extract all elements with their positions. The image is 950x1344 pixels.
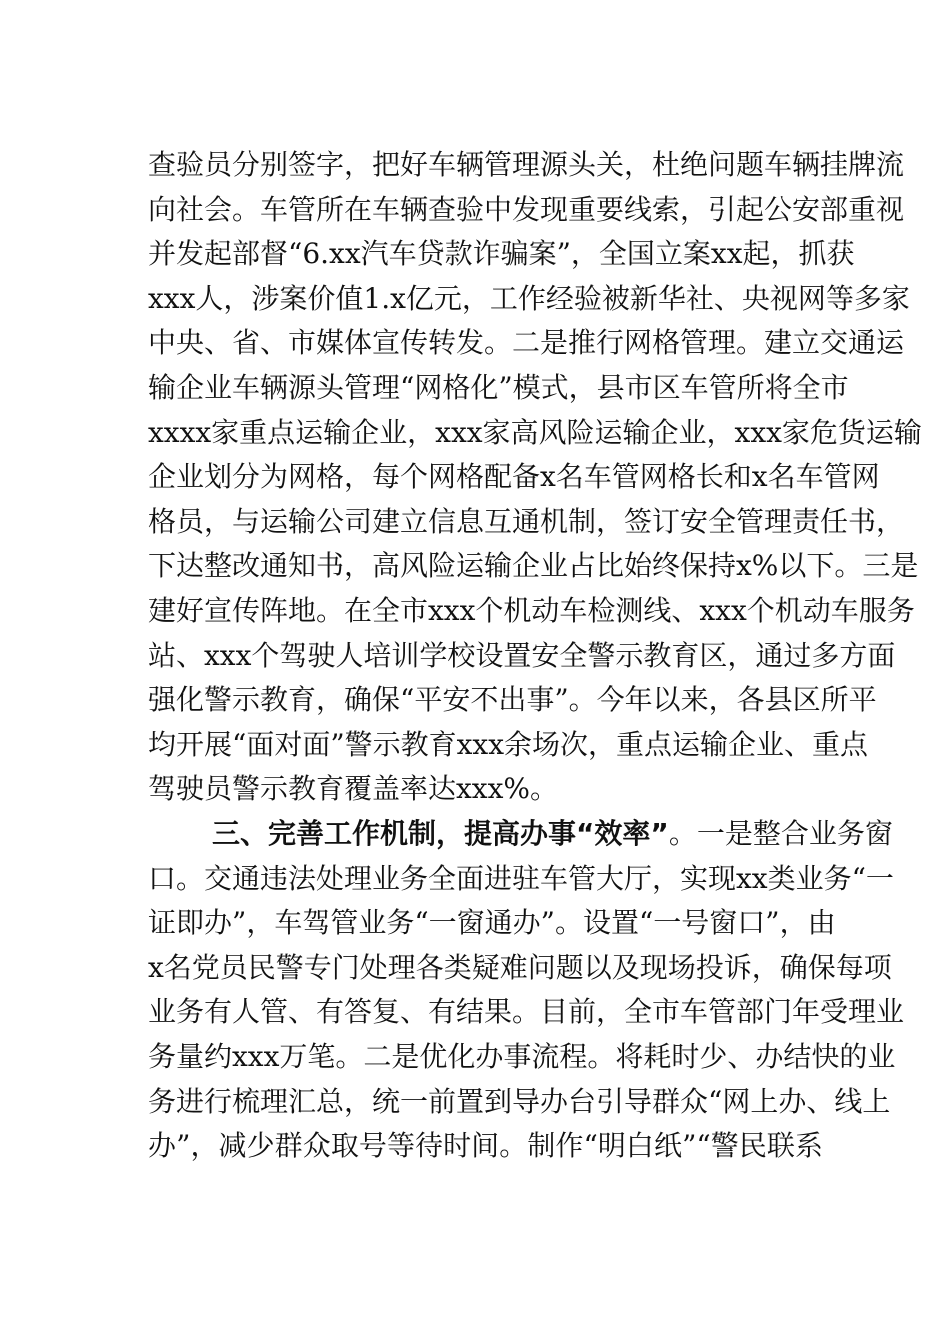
section-heading-line xyxy=(212,812,893,856)
text-line: xxx人，涉案价值1.x亿元，工作经验被新华社、央视网等多家 xyxy=(148,281,910,315)
text-line: 并发起部督“6.xx汽车贷款诈骗案”，全国立案xx起，抓获 xyxy=(148,237,855,271)
text-line: 证即办”，车驾管业务“一窗通办”。设置“一号窗口”，由 xyxy=(148,906,836,940)
text-line: 企业划分为网格，每个网格配备x名车管网格长和x名车管网 xyxy=(148,460,880,494)
text-line: 建好宣传阵地。在全市xxx个机动车检测线、xxx个机动车服务 xyxy=(148,594,915,627)
text-line: 中央、省、市媒体宣传转发。二是推行网格管理。建立交通运 xyxy=(148,326,905,360)
text-line: 格员，与运输公司建立信息互通机制，签订安全管理责任书， xyxy=(148,504,905,538)
text-line: 业务有人管、有答复、有结果。目前，全市车管部门年受理业 xyxy=(148,995,905,1029)
text-line: 强化警示教育，确保“平安不出事”。今年以来，各县区所平 xyxy=(148,683,877,717)
text-line: 驾驶员警示教育覆盖率达xxx%。 xyxy=(148,772,558,806)
text-line: x名党员民警专门处理各类疑难问题以及现场投诉，确保每项 xyxy=(148,950,892,984)
heading-continuation: 。一是整合业务窗 xyxy=(668,817,893,850)
text-line: 办”，减少群众取号等待时间。制作“明白纸”“警民联系 xyxy=(148,1129,823,1163)
text-line: 务进行梳理汇总，统一前置到导办台引导群众“网上办、线上 xyxy=(148,1084,891,1118)
text-line: 均开展“面对面”警示教育xxx余场次，重点运输企业、重点 xyxy=(148,727,869,761)
section-heading: 三、完善工作机制，提高办事“效率” xyxy=(212,817,669,850)
text-line: xxxx家重点运输企业，xxx家高风险运输企业，xxx家危货运输 xyxy=(148,415,922,449)
text-line: 务量约xxx万笔。二是优化办事流程。将耗时少、办结快的业 xyxy=(148,1040,896,1073)
text-line: 下达整改通知书，高风险运输企业占比始终保持x%以下。三是 xyxy=(148,549,919,583)
text-line: 向社会。车管所在车辆查验中发现重要线索，引起公安部重视 xyxy=(148,192,905,226)
text-line: 站、xxx个驾驶人培训学校设置安全警示教育区，通过多方面 xyxy=(148,638,896,672)
text-line: 查验员分别签字，把好车辆管理源头关，杜绝问题车辆挂牌流 xyxy=(148,148,905,181)
text-line: 口。交通违法处理业务全面进驻车管大厅，实现xx类业务“一 xyxy=(148,861,894,895)
text-line: 输企业车辆源头管理“网格化”模式，县市区车管所将全市 xyxy=(148,371,849,404)
